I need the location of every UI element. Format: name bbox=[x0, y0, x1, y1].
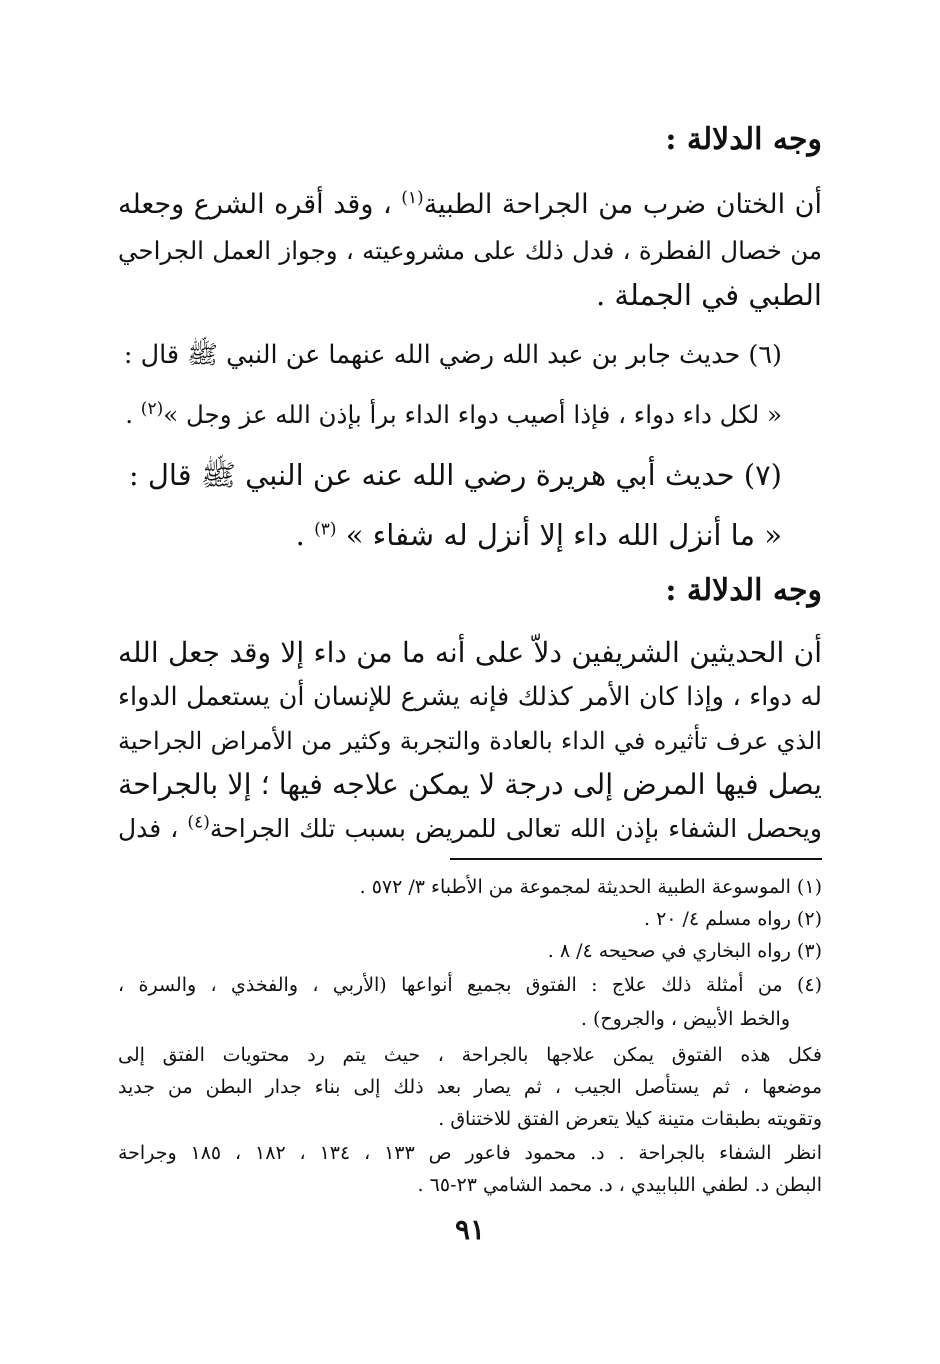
hadith-6-end: . bbox=[125, 400, 141, 429]
footnote-2: (٢) رواه مسلم ٤/ ٢٠ . bbox=[643, 908, 822, 930]
paragraph-1-line-1 bbox=[118, 182, 822, 228]
footnote-4-line-1: (٤) من أمثلة ذلك علاج : الفتوق بجميع أنواعها (الأربي ، والفخذي ، والسرة ، bbox=[118, 974, 822, 996]
paragraph-2-line-5 bbox=[118, 806, 822, 852]
footnote-ref-1[interactable]: (١) bbox=[401, 188, 424, 208]
paragraph-1-line-3: الطبي في الجملة . bbox=[595, 278, 822, 312]
footnote-3: (٣) رواه البخاري في صحيحه ٤/ ٨ . bbox=[547, 940, 822, 962]
footnote-4-line-7: البطن د. لطفي اللبابيدي ، د. محمد الشامي ٢٣-٦٥ . bbox=[417, 1174, 822, 1196]
hadith-7-text bbox=[118, 512, 782, 558]
footnote-4-line-3: فكل هذه الفتوق يمكن علاجها بالجراحة ، حيث يتم رد محتويات الفتق إلى bbox=[118, 1044, 822, 1066]
footnote-4-line-2: والخط الأبيض ، والجروح) . bbox=[580, 1008, 790, 1030]
footnote-ref-4[interactable]: (٤) bbox=[187, 812, 210, 833]
paragraph-1-line-2: من خصال الفطرة ، فدل ذلك على مشروعيته ، وجواز العمل الجراحي bbox=[118, 236, 822, 265]
paragraph-2-line-5-end: ، فدل bbox=[118, 814, 188, 843]
footnote-4-line-6: انظر الشفاء بالجراحة . د. محمود فاعور ص ١٣٣ ، ١٣٤ ، ١٨٢ ، ١٨٥ وجراحة bbox=[118, 1142, 823, 1164]
paragraph-2-line-1: أن الحديثين الشريفين دلاّ على أنه ما من داء إلا وقد جعل الله bbox=[118, 636, 822, 669]
hadith-7-quote: « ما أنزل الله داء إلا أنزل له شفاء » bbox=[336, 518, 782, 552]
page-number: ٩١ bbox=[454, 1213, 486, 1246]
footnote-4-line-4: موضعها ، ثم يستأصل الجيب ، ثم يصار بعد ذلك إلى بناء جدار البطن من جديد bbox=[118, 1076, 822, 1098]
section-heading-indication-2: وجه الدلالة : bbox=[665, 573, 822, 608]
footnote-ref-3[interactable]: (٣) bbox=[314, 519, 337, 540]
paragraph-2-line-4: يصل فيها المرض إلى درجة لا يمكن علاجه فيها ؛ إلا بالجراحة bbox=[118, 768, 822, 801]
footnote-ref-2[interactable]: (٢) bbox=[140, 398, 164, 419]
footnote-1: (١) الموسوعة الطبية الحديثة لمجموعة من الأطباء ٣/ ٥٧٢ . bbox=[359, 876, 822, 898]
paragraph-2-line-3: الذي عرف تأثيره في الداء بالعادة والتجربة وكثير من الأمراض الجراحية bbox=[118, 727, 822, 755]
paragraph-2-line-5-start: ويحصل الشفاء بإذن الله تعالى للمريض بسبب تلك الجراحة bbox=[209, 814, 823, 843]
hadith-6-text bbox=[118, 392, 782, 438]
paragraph-2-line-2: له دواء ، وإذا كان الأمر كذلك فإنه يشرع للإنسان أن يستعمل الدواء bbox=[118, 682, 822, 712]
hadith-7-end: . bbox=[295, 518, 315, 552]
hadith-6-intro: (٦) حديث جابر بن عبد الله رضي الله عنهما عن النبي ﷺ قال : bbox=[123, 340, 782, 370]
hadith-6-quote: « لكل داء دواء ، فإذا أصيب دواء الداء برأ بإذن الله عز وجل » bbox=[163, 400, 782, 429]
section-heading-indication-1: وجه الدلالة : bbox=[665, 122, 822, 157]
footnote-separator bbox=[450, 858, 822, 860]
footnote-4-line-5: وتقويته بطبقات متينة كيلا يتعرض الفتق للاختناق . bbox=[438, 1108, 822, 1130]
paragraph-1-line-1-start: أن الختان ضرب من الجراحة الطبية bbox=[423, 189, 822, 220]
hadith-7-intro: (٧) حديث أبي هريرة رضي الله عنه عن النبي ﷺ قال : bbox=[128, 458, 782, 492]
paragraph-1-line-1-end: ، وقد أقره الشرع وجعله bbox=[118, 189, 402, 220]
